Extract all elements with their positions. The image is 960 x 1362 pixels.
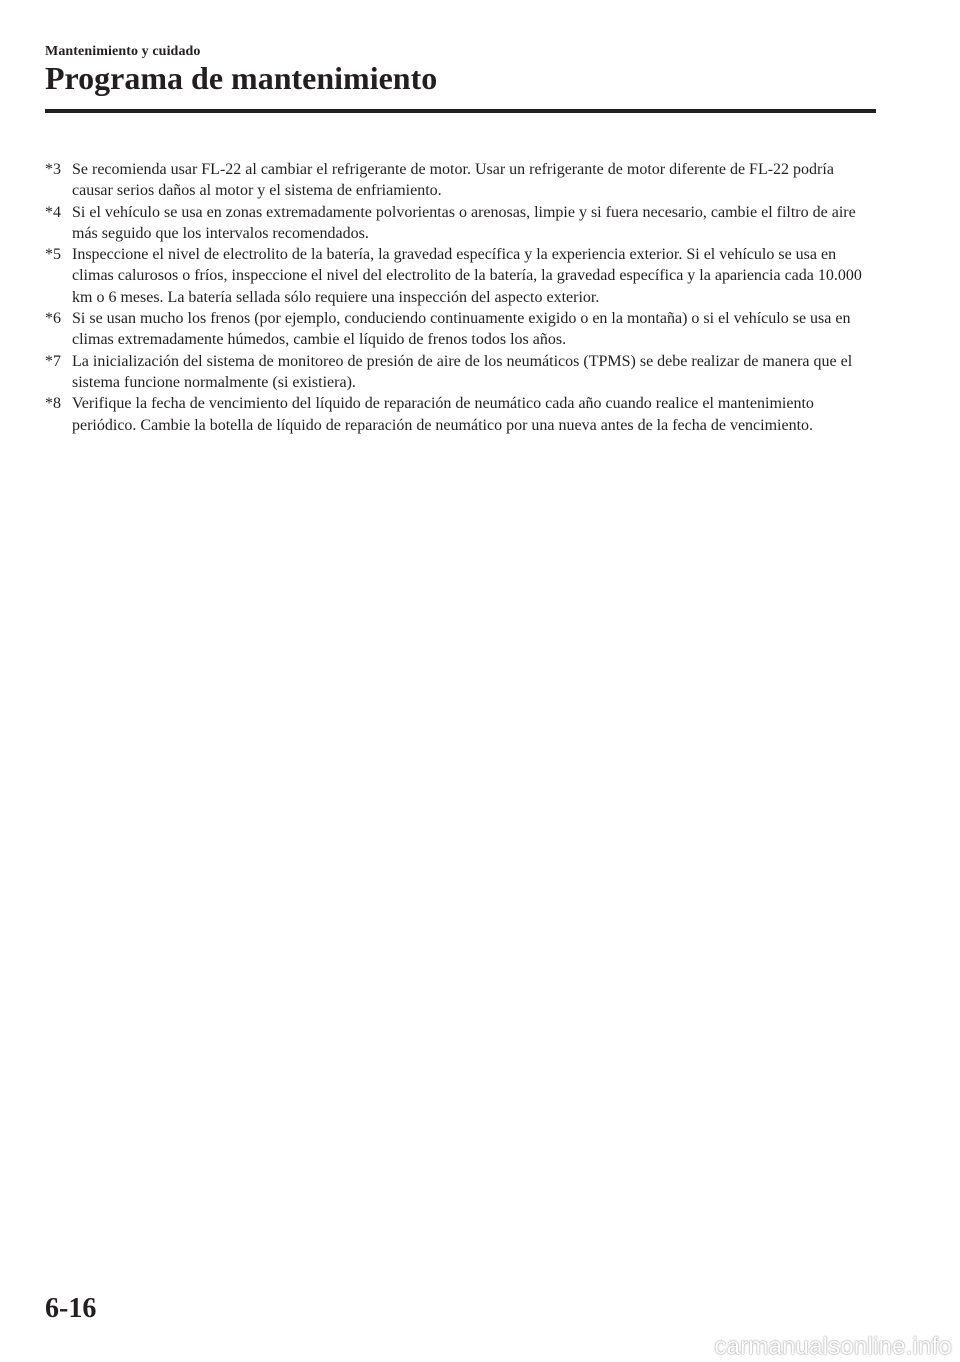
page-title: Programa de mantenimiento: [45, 60, 438, 96]
footnote: [45, 244, 875, 308]
footnote-text: La inicialización del sistema de monitoreo de presión de aire de los neumáticos (TPMS) se debe realizar de manera que el sistema funcione normalmente (si existiera).: [72, 352, 853, 391]
footnote-text: Verifique la fecha de vencimiento del líquido de reparación de neumático cada año cuando realice el mantenimiento periódico. Cambie la botella de líquido de reparación de neumático por una nueva antes de la fecha de vencimiento.: [72, 395, 814, 434]
footnote-marker: *7: [45, 352, 61, 370]
footnote-text: Si el vehículo se usa en zonas extremadamente polvorientas o arenosas, limpie y si fuera necesario, cambie el filtro de aire más seguido que los intervalos recomendados.: [72, 203, 856, 242]
section-label: Mantenimiento y cuidado: [45, 44, 201, 59]
footnote-text: Se recomienda usar FL-22 al cambiar el refrigerante de motor. Usar un refrigerante de motor diferente de FL-22 podría causar serios daños al motor y el sistema de enfriamiento.: [72, 161, 834, 200]
footnote-text: Inspeccione el nivel de electrolito de la batería, la gravedad específica y la experiencia exterior. Si el vehículo se usa en climas calurosos o fríos, inspeccione el nivel del electrolito de la batería, la gravedad específica y la apariencia cada 10.000 km o 6 meses. La batería sellada sólo requiere una inspección del aspecto exterior.: [72, 246, 862, 306]
page-number: 6-16: [45, 1293, 97, 1324]
footnote-marker: *3: [45, 161, 61, 178]
footnote: [45, 159, 875, 202]
footnote: [45, 351, 875, 394]
footnote: [45, 308, 875, 351]
footnote-marker: *6: [45, 310, 61, 328]
title-rule: [45, 109, 876, 113]
footnote: [45, 202, 875, 245]
footnote-marker: *4: [45, 203, 61, 221]
footnote-marker: *5: [45, 246, 61, 264]
footnote: [45, 393, 875, 436]
footnote-text: Si se usan mucho los frenos (por ejemplo, conduciendo continuamente exigido o en la montaña) o si el vehículo se usa en climas extremadamente húmedos, cambie el líquido de frenos todos los años.: [72, 310, 851, 349]
footnote-marker: *8: [45, 395, 61, 413]
watermark[interactable]: carmanualsonline.info: [714, 1333, 952, 1360]
footnotes-list: [45, 159, 875, 436]
